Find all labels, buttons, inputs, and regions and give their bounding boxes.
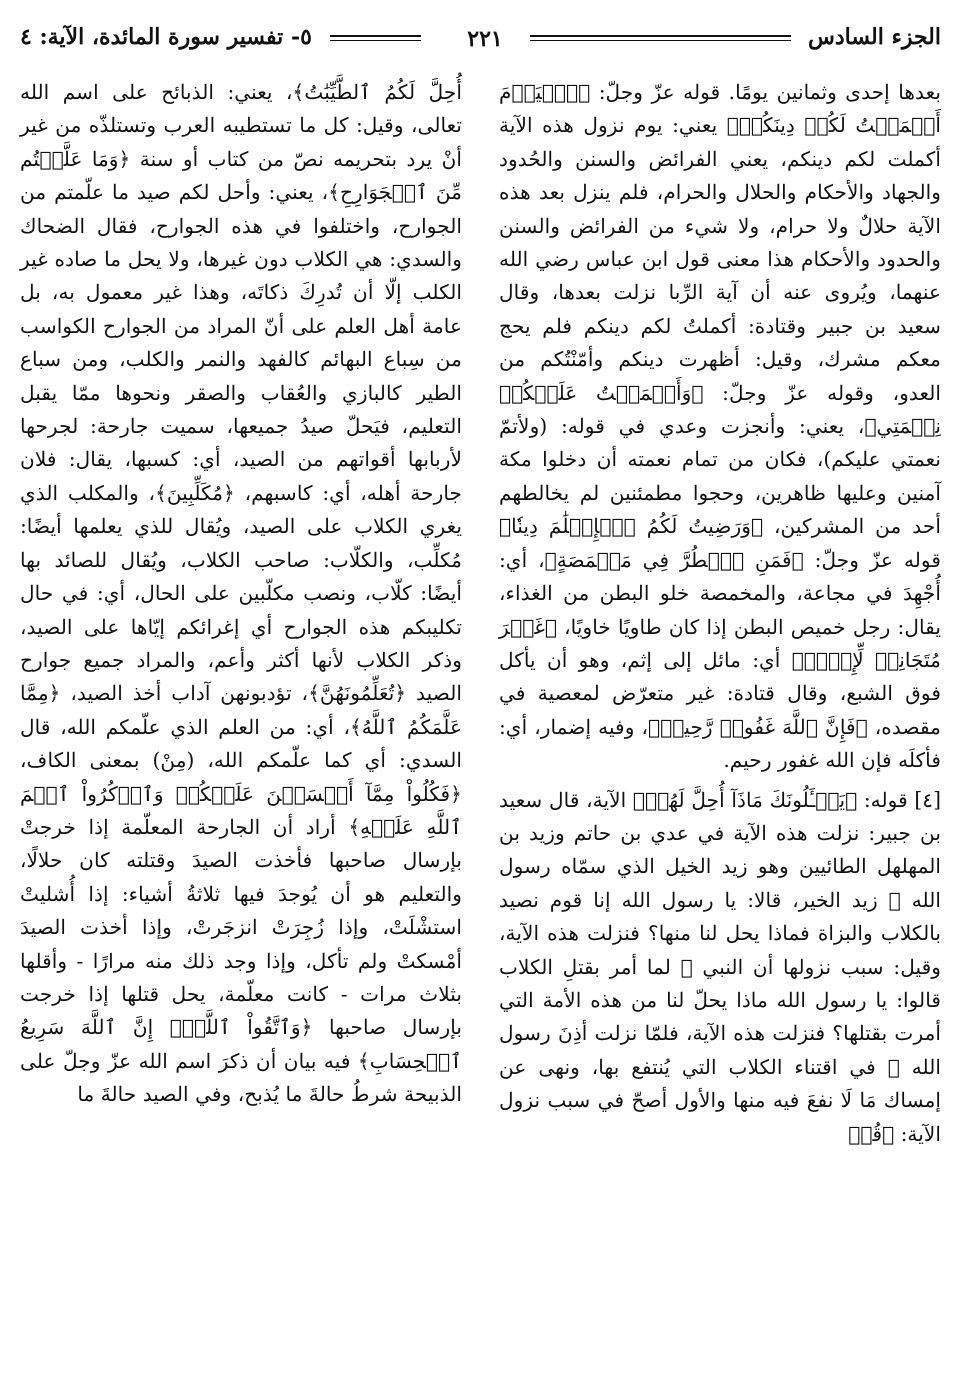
left-column — [20, 76, 462, 1112]
left-paragraph-1: أُحِلَّ لَكُمُ ٱلطَّيِّبَٰتُ﴾، يعني: الذبائح على اسم الله تعالى، وقيل: كل ما تستطيبه العرب وتستلذّه من غير أنْ يرد بتحريمه نصّ من كتاب أو سنة ﴿وَمَا عَلَّمۡتُم مِّنَ ٱلۡجَوَارِحِ﴾، يعني: وأحل لكم صيد ما علّمتم من الجوارح، واختلفوا في هذه الجوارح، فقال الضحاك والسدي: هي الكلاب دون غيرها، ولا يحل ما صاده غير الكلب إلّا أن تُدرِكَ ذكاتَه، وهذا غير معمول به، بل عامة أهل العلم على أنّ المراد من الجوارح الكواسب من سِباع البهائم كالفهد والنمر والكلب، ومن سباع الطير كالبازي والعُقاب والصقر ونحوها ممّا يقبل التعليم، فيَحلّ صيدُ جميعها، سميت جارحة: لجرحها لأربابها أقواتهم من الصيد، أي: كسبها، يقال: فلان جارحة أهله، أي: كاسبهم، ﴿مُكَلِّبِينَ﴾، والمكلب الذي يغري الكلاب على الصيد، ويُقال للذي يعلمها أيضًا: مُكلِّب، والكلّاب: صاحب الكلاب، ويُقال للصائد بها أيضًا: كلّاب، ونصب مكلّبين على الحال، أي: في حال تكليبكم هذه الجوارح أي إغرائكم إيّاها على الصيد، وذكر الكلاب لأنها أكثر وأعم، والمراد جميع جوارح الصيد ﴿تُعَلِّمُونَهُنَّ﴾، تؤدبونهن آداب أخذ الصيد، ﴿مِمَّا عَلَّمَكُمُ ٱللَّهُ﴾، أي: من العلم الذي علّمكم الله، قال السدي: أي كما علّمكم الله، (مِنْ) بمعنى الكاف، ﴿فَكُلُواْ مِمَّآ أَمۡسَكۡنَ عَلَيۡكُمۡ وَٱذۡكُرُواْ ٱسۡمَ ٱللَّهِ عَلَيۡهِ﴾ أراد أن الجارحة المعلّمة إذا خرجتْ بإرسال صاحبها فأخذت الصيدَ وقتلته كان حلالًا، والتعليم هو أن يُوجدَ فيها ثلاثةُ أشياء: إذا أُشليتْ استشْلَتْ، وإذا زُجِرَتْ انزجَرتْ، وإذا أخذت الصيدَ أمْسكتْ ولم تأكل، وإذا وجد ذلك منه مرارًا - وأقلها بثلاث مرات - كانت معلّمة، يحل قتلها إذا خرجت بإرسال صاحبها ﴿وَٱتَّقُواْ ٱللَّهَۚ إِنَّ ٱللَّهَ سَرِيعُ ٱلۡحِسَابِ﴾ فيه بيان أن ذكرَ اسم الله عزّ وجلّ على الذبيحة شرطُ حالةَ ما يُذبح، وفي الصيد حالةَ ما — [20, 80, 462, 1107]
header-rule-left — [330, 35, 421, 41]
page-number: ٢٢١ — [467, 26, 503, 52]
right-column — [499, 76, 941, 1151]
page-header — [10, 20, 941, 60]
right-paragraph-2: [٤] قوله: ﴿يَسۡـَٔلُونَكَ مَاذَآ أُحِلَّ لَهُمۡ﴾ الآية، قال سعيد بن جبير: نزلت هذه الآية في عدي بن حاتم وزيد بن المهلهل الطائيين وهو زيد الخيل الذي سمّاه رسول الله ﷺ زيد الخير، قالا: يا رسول الله إنا قوم نصيد بالكلاب والبزاة فماذا يحل لنا منها؟ فنزلت هذه الآية، وقيل: سبب نزولها أن النبي ﷺ لما أمر بقتلِ الكلاب قالوا: يا رسول الله ماذا يحلّ لنا من هذه الأمة التي أمرت بقتلها؟ فنزلت هذه الآية، فلمّا نزلت أذِنَ رسول الله ﷺ في اقتناء الكلاب التي يُنتفع بها، ونهى عن إمساك مَا لَا نفعَ فيه منها والأول أصحّ في سبب نزول الآية: ﴿قُلۡ — [499, 787, 941, 1146]
chapter-title: ٥- تفسير سورة المائدة، الآية: ٤ — [20, 24, 312, 50]
header-rule-right — [530, 35, 791, 41]
right-paragraph-1: بعدها إحدى وثمانين يومًا. قوله عزّ وجلّ: ﴿ٱلۡيَوۡمَ أَكۡمَلۡتُ لَكُمۡ دِينَكُمۡ﴾ يعني: يوم نزول هذه الآية أكملت لكم دينكم، يعني الفرائض والسنن والحُدود والجهاد والأحكام والحلال والحرام، فلم ينزل بعد هذه الآية حلالٌ ولا حرام، ولا شيء من الفرائض والسنن والحدود والأحكام هذا معنى قول ابن عباس رضي الله عنهما، ويُروى عنه أن آية الرِّبا نزلت بعدها، وقال سعيد بن جبير وقتادة: أكملتُ لكم دينكم فلم يحج معكم مشرك، وقيل: أظهرت دينكم وأمّنْتُكم من العدو، وقوله عزّ وجلّ: ﴿وَأَتۡمَمۡتُ عَلَيۡكُمۡ نِعۡمَتِي﴾، يعني: وأنجزت وعدي في قوله: (ولأتمّ نعمتي عليكم)، فكان من تمام نعمته أن دخلوا مكة آمنين وعليها ظاهرين، وحجوا مطمئنين لم يخالطهم أحد من المشركين، ﴿وَرَضِيتُ لَكُمُ ٱلۡإِسۡلَٰمَ دِينٗا﴾ قوله عزّ وجلّ: ﴿فَمَنِ ٱضۡطُرَّ فِي مَخۡمَصَةٍ﴾، أي: أُجْهِدَ في مجاعة، والمخمصة خلو البطن من الغذاء، يقال: رجل خميص البطن إذا كان طاويًا خاويًا، ﴿غَيۡرَ مُتَجَانِفٖ لِّإِثۡمٖ﴾ أي: مائل إلى إثم، وهو أن يأكل فوق الشبع، وقال قتادة: غير متعرّض لمعصية في مقصده، ﴿فَإِنَّ ٱللَّهَ غَفُورٞ رَّحِيمٞ﴾، وفيه إضمار، أي: فأكلَه فإن الله غفور رحيم. — [499, 80, 941, 773]
part-title: الجزء السادس — [808, 24, 941, 50]
